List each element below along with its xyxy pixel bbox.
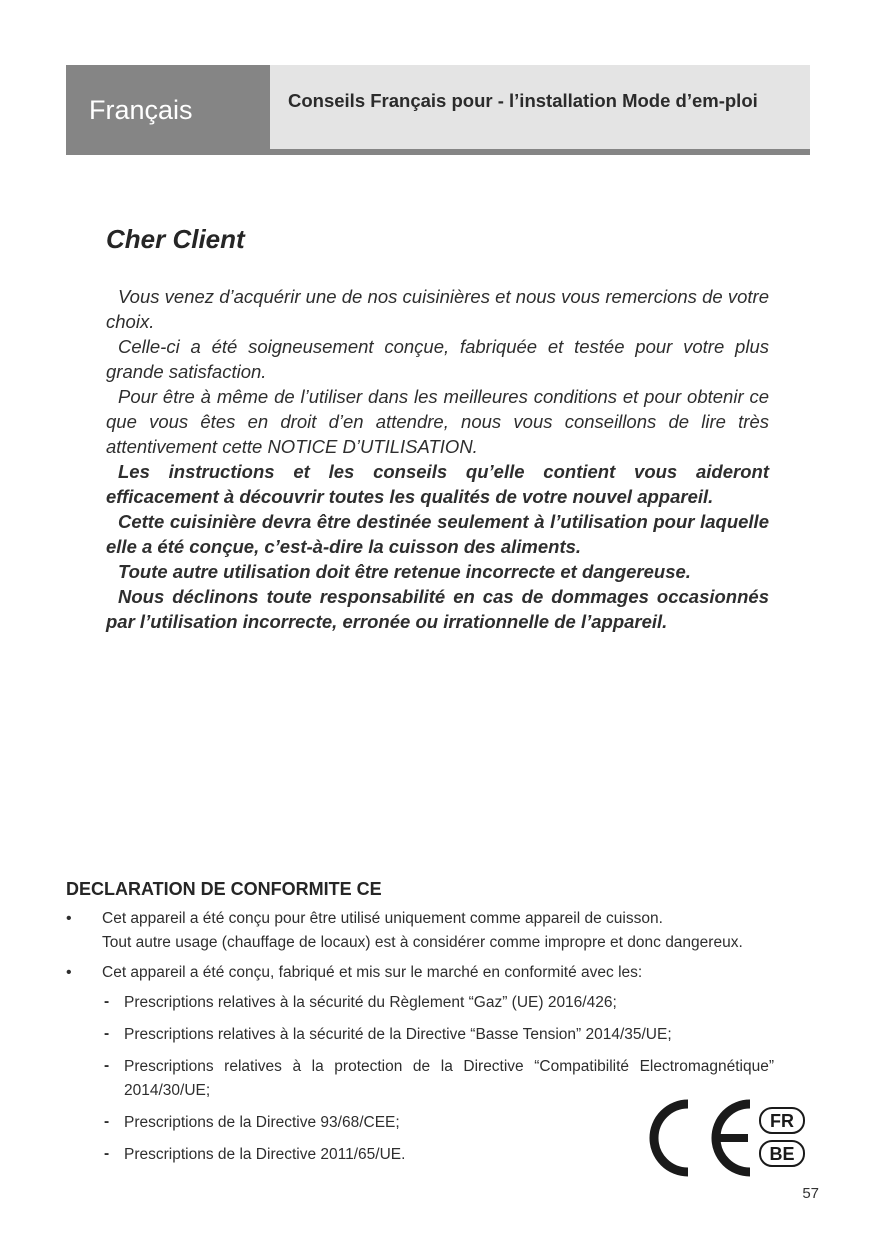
list-item [102, 991, 774, 1015]
declaration-title: DECLARATION DE CONFORMITE CE [66, 879, 382, 899]
section-title: Conseils Français pour - l’installation Mode d’em-ploi [270, 65, 810, 149]
declaration-bullet [66, 907, 810, 955]
intro-paragraph-bold: Cette cuisinière devra être destinée seulement à l’utilisation pour laquelle elle a été conçue, c’est-à-dire la cuisson des aliments. [106, 511, 769, 557]
bullet-text: Cet appareil a été conçu, fabriqué et mis sur le marché en conformité avec les: [102, 964, 643, 981]
greeting-heading: Cher Client [106, 224, 245, 254]
bullet-icon: • [66, 964, 72, 981]
intro-paragraph-bold: Toute autre utilisation doit être retenue incorrecte et dangereuse. [118, 561, 691, 582]
intro-paragraph: Celle-ci a été soigneusement conçue, fabriquée et testée pour votre plus grande satisfaction. [106, 336, 769, 382]
dash-icon: - [104, 993, 110, 1010]
page-number: 57 [802, 1185, 819, 1202]
list-item-text: Prescriptions relatives à la protection de la Directive “Compatibilité Electromagnétique” 2014/30/UE; [124, 1058, 774, 1099]
ce-mark-icon [646, 1098, 811, 1178]
country-badge-fr [760, 1108, 804, 1133]
dash-icon: - [104, 1113, 110, 1130]
title-underline [270, 149, 810, 155]
dash-icon: - [104, 1025, 110, 1042]
bullet-text: Cet appareil a été conçu pour être utilisé uniquement comme appareil de cuisson. [102, 910, 663, 927]
declaration-bullet [66, 961, 810, 985]
list-item-text: Prescriptions relatives à la sécurité de la Directive “Basse Tension” 2014/35/UE; [124, 1026, 672, 1043]
intro-paragraph: Vous venez d’acquérir une de nos cuisinières et nous vous remercions de votre choix. [106, 286, 769, 332]
intro-paragraph: Pour être à même de l’utiliser dans les meilleures conditions et pour obtenir ce que vous êtes en droit d’en attendre, nous vous conseillons de lire très attentivement cette NOTICE D’UTILISATION. [106, 386, 769, 457]
certification-marks [646, 1098, 811, 1178]
language-label: Français [66, 65, 270, 155]
intro-paragraph-bold: Nous déclinons toute responsabilité en cas de dommages occasionnés par l’utilisation incorrecte, erronée ou irrationnelle de l’appareil. [106, 586, 769, 632]
dash-icon: - [104, 1057, 110, 1074]
intro-paragraph-bold: Les instructions et les conseils qu’elle contient vous aideront efficacement à découvrir toutes les qualités de votre nouvel appareil. [106, 461, 769, 507]
list-item [102, 1023, 774, 1047]
country-badge-be [760, 1141, 804, 1166]
intro-text [106, 284, 769, 634]
page-header [66, 65, 810, 155]
list-item-text: Prescriptions de la Directive 93/68/CEE; [124, 1114, 400, 1131]
list-item [102, 1055, 774, 1103]
country-code-be: BE [769, 1144, 795, 1164]
dash-icon: - [104, 1145, 110, 1162]
list-item-text: Prescriptions de la Directive 2011/65/UE. [124, 1146, 406, 1163]
bullet-icon: • [66, 910, 72, 927]
country-code-fr: FR [770, 1111, 794, 1131]
bullet-text-continued: Tout autre usage (chauffage de locaux) est à considérer comme impropre et donc dangereux. [102, 934, 743, 951]
list-item-text: Prescriptions relatives à la sécurité du Règlement “Gaz” (UE) 2016/426; [124, 994, 617, 1011]
